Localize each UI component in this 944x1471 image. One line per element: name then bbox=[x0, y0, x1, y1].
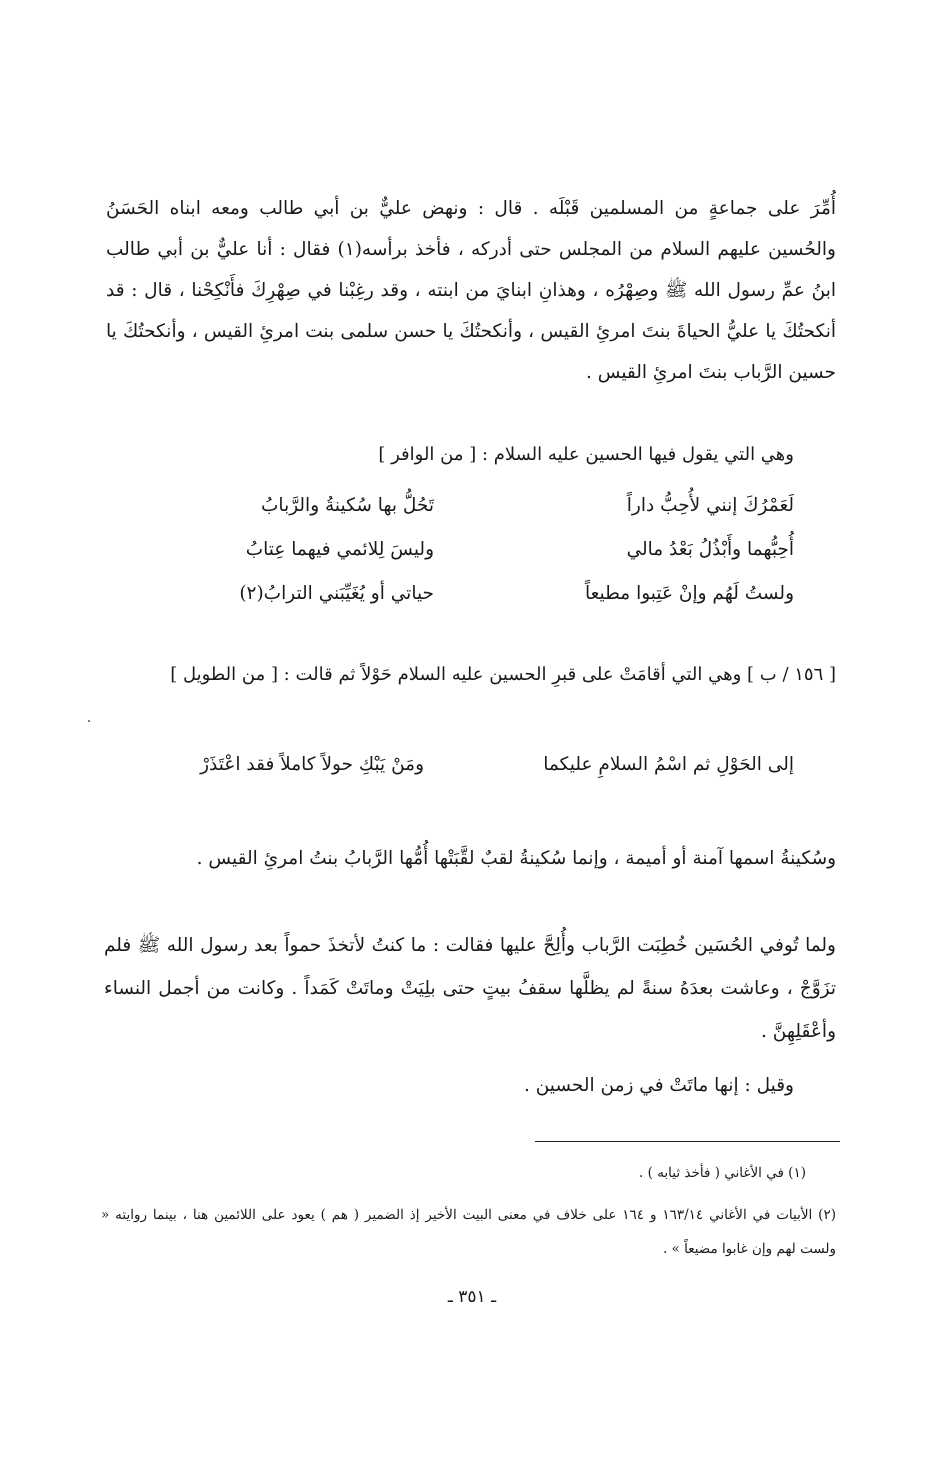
paragraph-rabab-widowhood: ولما تُوفي الحُسَين خُطِبَت الرَّباب وأُلِحَّ عليها فقالت : ما كنتُ لأتخذَ حمواً بعد رسول الله ﷺ فلم تزَوَّجْ ، وعاشت بعدَهُ سنةً لم يظلَّها سقفُ بيتٍ حتى بلِيَتْ وماتَتْ كَمَداً . وكانت من أجمل النساء وأعْقَلِهِنَّ . bbox=[104, 935, 836, 1042]
paragraph-death-report: وقيل : إنها ماتَتْ في زمن الحسين . bbox=[523, 1075, 794, 1096]
poem-tawil bbox=[104, 745, 794, 785]
poem-intro: وهي التي يقول فيها الحسين عليه السلام : [ من الوافر ] bbox=[378, 444, 794, 465]
verse-second-hemistich: حياتي أو يُغَيِّبَني الترابُ(٢) bbox=[239, 583, 434, 604]
verse-second-hemistich: تَحُلُّ بها سُكينةُ والرَّبابُ bbox=[261, 495, 434, 516]
page-number: ـ ٣٥١ ـ bbox=[447, 1287, 497, 1307]
verse-second-hemistich: وليسَ لِلائمي فيهما عِتابُ bbox=[245, 539, 434, 560]
paragraph-sukayna-name: وسُكينةُ اسمها آمنة أو أميمة ، وإنما سُكينةُ لقبٌ لقَّبَتْها أُمُّها الرَّبابُ بنتُ امرئِ القيس . bbox=[196, 848, 836, 869]
verse-first-hemistich: لَعَمْرُكَ إنني لأُحِبُّ داراً bbox=[626, 495, 794, 516]
paragraph-mourning: [ ١٥٦ / ب ] وهي التي أقامَتْ على قبرِ الحسين عليه السلام حَوْلاً ثم قالت : [ من الطويل ] bbox=[170, 664, 836, 685]
paragraph-marriage-story: أُمِّرَ على جماعةٍ من المسلمين قَبْلَه . قال : ونهض عليٌّ بن أبي طالب ومعه ابناه الحَسَنُ والحُسين عليهم السلام من المجلس حتى أدركه ، فأخذ برأسه(١) فقال : أنا عليٌّ بن أبي طالب ابنُ عمِّ رسول الله ﷺ وصِهْرُه ، وهذانِ ابنايَ من ابنته ، وقد رغِبْنا في صِهْرِكَ فأَنْكِحْنا ، قال : قد أنكحتُكَ يا عليُّ الحياةَ بنتَ امرئِ القيس ، وأنكحتُكَ يا حسن سلمى بنت امرئِ القيس ، وأنكحتُكَ يا حسين الرَّباب بنتَ امرئِ القيس . bbox=[106, 198, 836, 383]
verse-first-hemistich: إلى الحَوْلِ ثم اسْمُ السلامِ عليكما bbox=[543, 754, 794, 775]
verse-line bbox=[104, 574, 794, 618]
footnote-1: (١) في الأغاني ( فأخذ ثيابه ) . bbox=[639, 1165, 806, 1181]
verse-first-hemistich: ولستُ لَهُم وإنْ عَتِبوا مطيعاً bbox=[584, 583, 794, 604]
scan-speck bbox=[88, 720, 90, 722]
poem-wafir bbox=[104, 486, 794, 618]
footnote-2: (٢) الأبيات في الأغاني ١٦٣/١٤ و ١٦٤ على خلاف في معنى البيت الأخير إذ الضمير ( هم ) يعود على اللائمين هنا ، بينما روايته « ولست لهم وإن غابوا مضيعاً » . bbox=[101, 1207, 836, 1257]
verse-second-hemistich: ومَنْ يَبْكِ حولاً كاملاً فقد اعْتَذَرْ bbox=[200, 754, 424, 775]
verse-line bbox=[104, 530, 794, 574]
verse-first-hemistich: أُحِبُّهما وأَبْذُلُ بَعْدُ مالي bbox=[626, 539, 794, 560]
verse-line bbox=[104, 486, 794, 530]
footnote-separator bbox=[535, 1141, 840, 1142]
